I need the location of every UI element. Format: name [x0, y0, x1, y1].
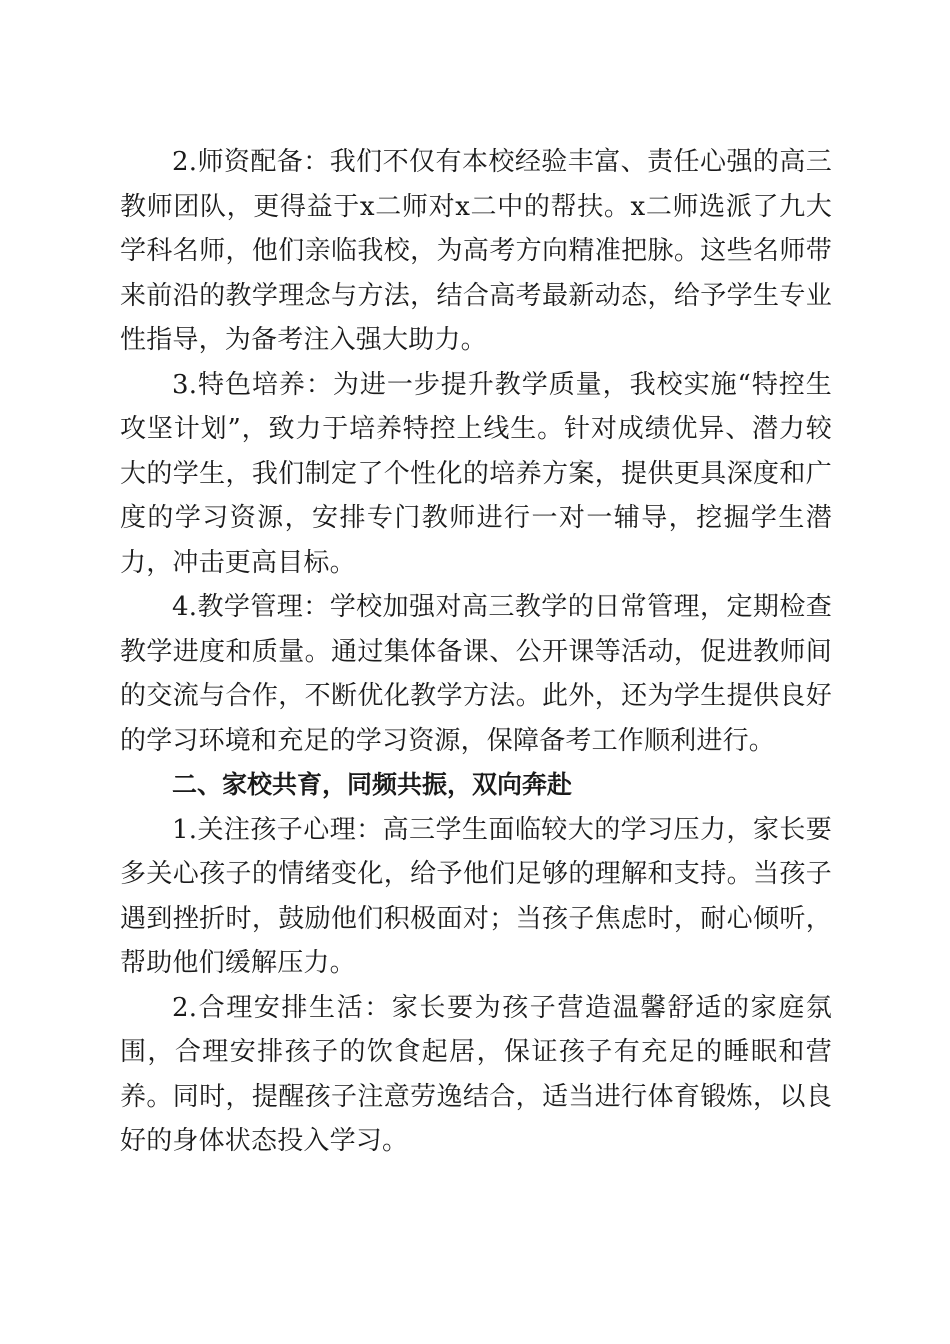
- document-body: [120, 140, 832, 1164]
- paragraph-faculty-staffing: 2.师资配备：我们不仅有本校经验丰富、责任心强的高三教师团队，更得益于x二师对x二中的帮扶。x二师选派了九大学科名师，他们亲临我校，为高考方向精准把脉。这些名师带来前沿的教学理念与方法，结合高考最新动态，给予学生专业性指导，为备考注入强大助力。: [120, 147, 832, 355]
- section-heading-home-school: 二、家校共育，同频共振，双向奔赴: [172, 770, 573, 799]
- paragraph-life-arrangement: 2.合理安排生活：家长要为孩子营造温馨舒适的家庭氛围，合理安排孩子的饮食起居，保证孩子有充足的睡眠和营养。同时，提醒孩子注意劳逸结合，适当进行体育锻炼，以良好的身体状态投入学习。: [120, 992, 832, 1156]
- paragraph-special-training: 3.特色培养：为进一步提升教学质量，我校实施“特控生攻坚计划”，致力于培养特控上线生。针对成绩优异、潜力较大的学生，我们制定了个性化的培养方案，提供更具深度和广度的学习资源，安排专门教师进行一对一辅导，挖掘学生潜力，冲击更高目标。: [120, 369, 832, 578]
- paragraph-teaching-management: 4.教学管理：学校加强对高三教学的日常管理，定期检查教学进度和质量。通过集体备课、公开课等活动，促进教师间的交流与合作，不断优化教学方法。此外，还为学生提供良好的学习环境和充足的学习资源，保障备考工作顺利进行。: [120, 592, 832, 756]
- paragraph-child-psychology: 1.关注孩子心理：高三学生面临较大的学习压力，家长要多关心孩子的情绪变化，给予他们足够的理解和支持。当孩子遇到挫折时，鼓励他们积极面对；当孩子焦虑时，耐心倾听，帮助他们缓解压力。: [120, 814, 832, 978]
